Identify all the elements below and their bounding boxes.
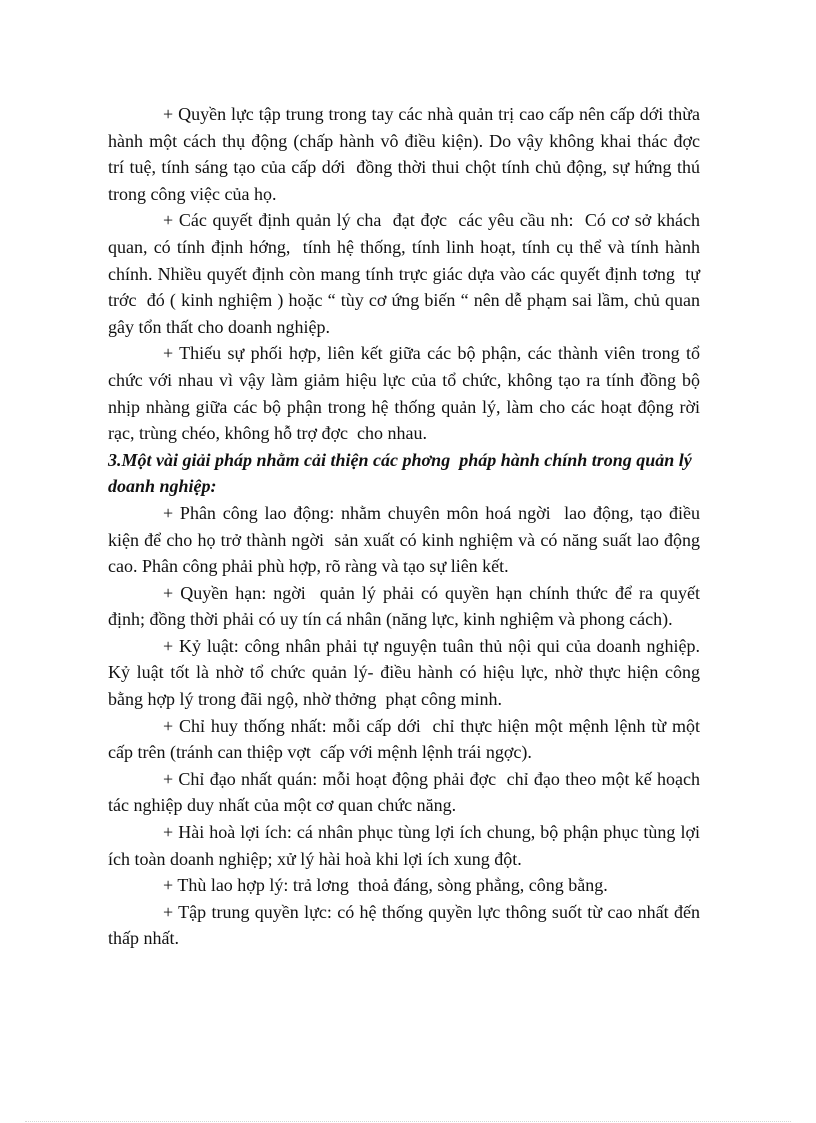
paragraph-remuneration: + Thù lao hợp lý: trả lơng thoả đáng, sòng phẳng, công bằng. bbox=[163, 875, 608, 896]
section-heading: 3.Một vài giải pháp nhằm cải thiện các phơng pháp hành chính trong quản lý doanh nghiệp: bbox=[108, 449, 697, 497]
paragraph-management-decisions: + Các quyết định quản lý cha đạt đợc các yêu cầu nh: Có cơ sở khách quan, có tính định hớng, tính hệ thống, tính linh hoạt, tính cụ thể và tính hành chính. Nhiều quyết định còn mang tính trực giác dựa vào các quyết định tơng tự trớc đó ( kinh nghiệm ) hoặc “ tùy cơ ứng biến “ nên dễ phạm sai lầm, chủ quan gây tổn thất cho doanh nghiệp. bbox=[108, 210, 705, 337]
document-body bbox=[108, 101, 709, 952]
paragraph-discipline: + Kỷ luật: công nhân phải tự nguyện tuân thủ nội qui của doanh nghiệp. Kỷ luật tốt là nhờ tổ chức quản lý- điều hành có hiệu lực, nhờ thực hiện công bằng hợp lý trong đãi ngộ, nhờ thởng phạt công minh. bbox=[108, 635, 705, 710]
paragraph-centralized-power: + Quyền lực tập trung trong tay các nhà quản trị cao cấp nên cấp dới thừa hành một cách thụ động (chấp hành vô điều kiện). Do vậy không khai thác đợc trí tuệ, tính sáng tạo của cấp dới đồng thời thui chột tính chủ động, sự hứng thú trong công việc của họ. bbox=[108, 104, 709, 204]
paragraph-centralization: + Tập trung quyền lực: có hệ thống quyền lực thông suốt từ cao nhất đến thấp nhất. bbox=[108, 901, 705, 949]
paragraph-harmony-of-interests: + Hài hoà lợi ích: cá nhân phục tùng lợi ích chung, bộ phận phục tùng lợi ích toàn doanh nghiệp; xử lý hài hoà khi lợi ích xung đột. bbox=[108, 822, 705, 869]
paragraph-unity-of-command: + Chỉ huy thống nhất: mỗi cấp dới chỉ thực hiện một mệnh lệnh từ một cấp trên (tránh can thiệp vợt cấp với mệnh lệnh trái ngợc). bbox=[108, 715, 705, 763]
paragraph-lack-of-coordination: + Thiếu sự phối hợp, liên kết giữa các bộ phận, các thành viên trong tổ chức với nhau vì vậy làm giảm hiệu lực của tổ chức, không tạo ra tính đồng bộ nhịp nhàng giữa các bộ phận trong hệ thống quản lý, làm cho các hoạt động rời rạc, trùng chéo, không hỗ trợ đợc cho nhau. bbox=[108, 343, 705, 444]
paragraph-unity-of-direction: + Chỉ đạo nhất quán: mỗi hoạt động phải đợc chỉ đạo theo một kế hoạch tác nghiệp duy nhất của một cơ quan chức năng. bbox=[108, 768, 705, 816]
paragraph-division-of-labor: + Phân công lao động: nhằm chuyên môn hoá ngời lao động, tạo điều kiện để cho họ trở thành ngời sản xuất có kinh nghiệm và có năng suất lao động cao. Phân công phải phù hợp, rõ ràng và tạo sự liên kết. bbox=[108, 502, 705, 577]
paragraph-authority: + Quyền hạn: ngời quản lý phải có quyền hạn chính thức để ra quyết định; đồng thời phải có uy tín cá nhân (năng lực, kinh nghiệm và phong cách). bbox=[108, 582, 705, 630]
page-bottom-divider bbox=[25, 1121, 791, 1122]
